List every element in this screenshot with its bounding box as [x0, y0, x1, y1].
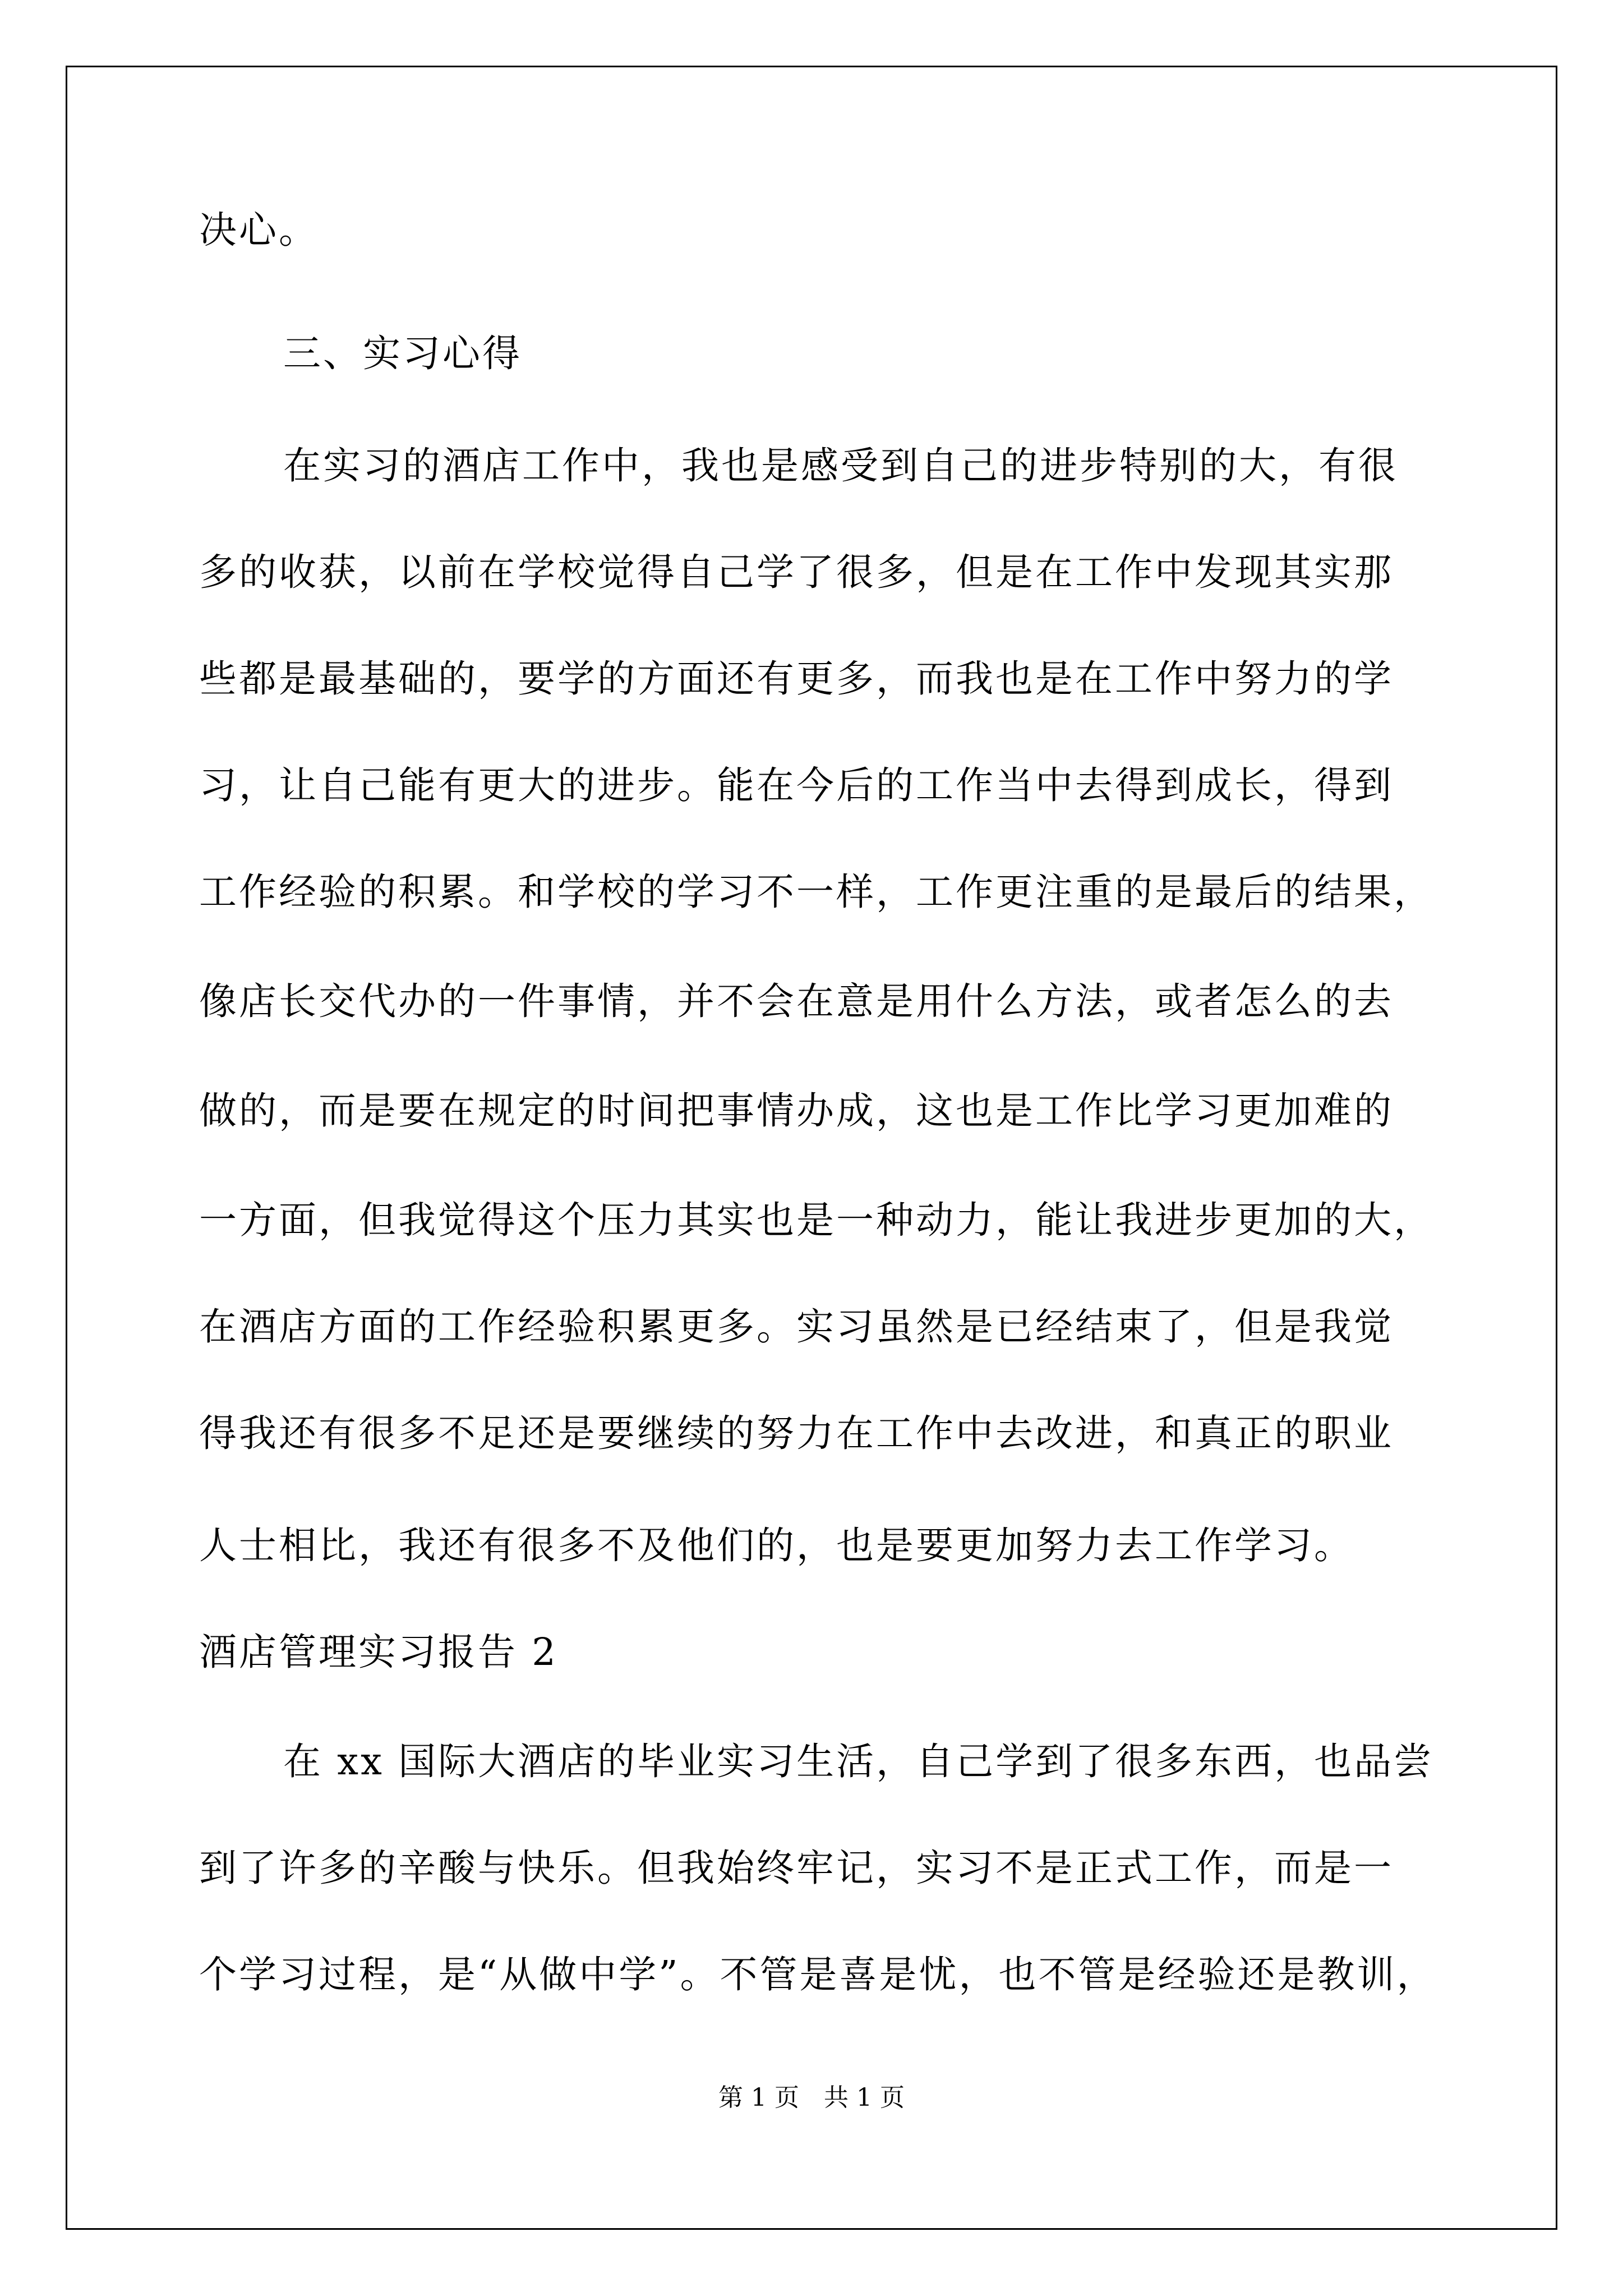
- page-border: [66, 66, 1557, 2230]
- section-heading: 三、实习心得: [283, 332, 522, 375]
- text-line: 在实习的酒店工作中，我也是感受到自己的进步特别的大，有很: [283, 444, 1398, 487]
- text-line: 个学习过程，是“从做中学”。不管是喜是忧，也不管是经验还是教训，: [199, 1953, 1437, 1996]
- text-line: 些都是最基础的，要学的方面还有更多，而我也是在工作中努力的学: [199, 657, 1394, 701]
- page-footer: 第 1 页 共 1 页: [718, 2083, 905, 2112]
- text-line: 习，让自己能有更大的进步。能在今后的工作当中去得到成长，得到: [199, 763, 1394, 807]
- text-line: 一方面，但我觉得这个压力其实也是一种动力，能让我进步更加的大，: [199, 1198, 1433, 1242]
- text-line: 做的，而是要在规定的时间把事情办成，这也是工作比学习更加难的: [199, 1089, 1394, 1133]
- text-line: 得我还有很多不足还是要继续的努力在工作中去改进，和真正的职业: [199, 1411, 1394, 1455]
- text-line: 人士相比，我还有很多不及他们的，也是要更加努力去工作学习。: [199, 1524, 1354, 1567]
- text-line: 工作经验的积累。和学校的学习不一样，工作更注重的是最后的结果，: [199, 870, 1433, 914]
- text-line: 多的收获，以前在学校觉得自己学了很多，但是在工作中发现其实那: [199, 550, 1394, 594]
- text-line: 在 xx 国际大酒店的毕业实习生活，自己学到了很多东西，也品尝: [283, 1740, 1434, 1783]
- text-line: 像店长交代办的一件事情，并不会在意是用什么方法，或者怎么的去: [199, 979, 1394, 1023]
- text-line: 在酒店方面的工作经验积累更多。实习虽然是已经结束了，但是我觉: [199, 1305, 1394, 1349]
- text-line: 到了许多的辛酸与快乐。但我始终牢记，实习不是正式工作，而是一: [199, 1846, 1394, 1890]
- report-title: 酒店管理实习报告 2: [199, 1630, 558, 1674]
- text-line: 决心。: [199, 208, 319, 252]
